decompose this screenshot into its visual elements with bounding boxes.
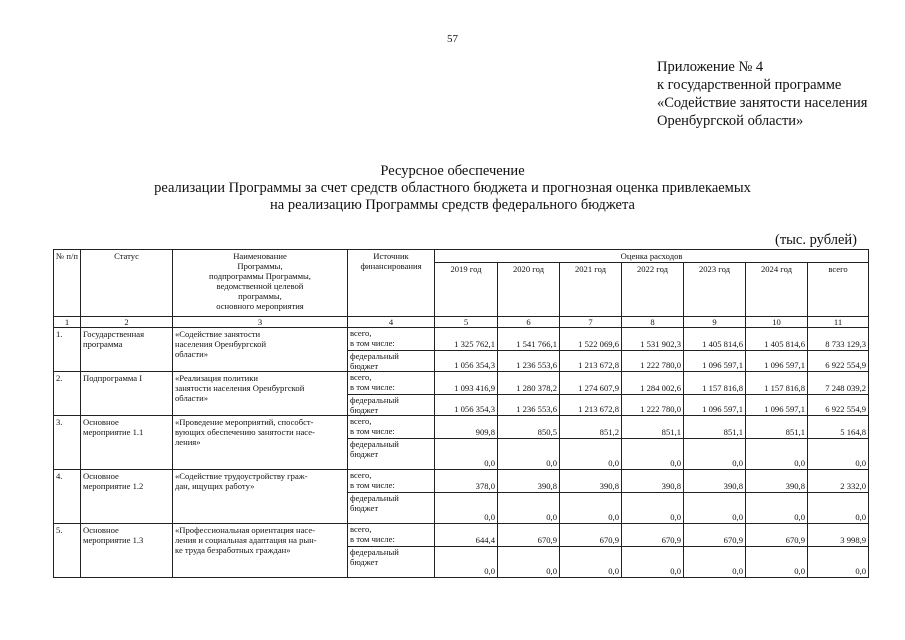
value-federal (498, 493, 560, 524)
value-total (746, 328, 808, 351)
value-total-text: 1 284 002,6 (640, 383, 681, 393)
value-federal (560, 351, 622, 372)
value-total (684, 372, 746, 395)
header-year: 2023 год (684, 263, 746, 317)
appendix-line: Приложение № 4 (657, 59, 764, 75)
value-federal-text: 1 213 672,8 (578, 360, 619, 370)
column-number: 4 (348, 317, 435, 328)
source-federal-line: федеральный (350, 439, 399, 449)
value-total (684, 524, 746, 547)
value-federal-text: 0,0 (732, 566, 743, 576)
value-total (560, 470, 622, 493)
value-total (498, 328, 560, 351)
value-total-text: 390,8 (537, 481, 557, 491)
source-federal-line: бюджет (350, 405, 379, 415)
row-status-line: мероприятие 1.2 (83, 481, 144, 491)
value-federal-text: 0,0 (670, 512, 681, 522)
row-name (173, 470, 348, 524)
value-total-text: 390,8 (723, 481, 743, 491)
title-line: реализации Программы за счет средств областного бюджета и прогнозная оценка привлекаемых (154, 180, 751, 196)
row-name (173, 524, 348, 578)
table-row-total (54, 372, 869, 395)
value-federal (622, 351, 684, 372)
table-row-total (54, 416, 869, 439)
appendix-line: к государственной программе (657, 77, 842, 93)
header-name-line: основного мероприятия (216, 301, 304, 311)
value-federal-text: 1 096 597,1 (702, 404, 743, 414)
value-federal-text: 0,0 (794, 512, 805, 522)
column-number: 3 (173, 317, 348, 328)
value-federal-text: 0,0 (855, 458, 867, 468)
column-number: 11 (808, 317, 869, 328)
value-federal (560, 547, 622, 578)
source-federal-line: бюджет (350, 503, 379, 513)
value-total-text: 851,1 (723, 427, 743, 437)
value-federal (622, 395, 684, 416)
header-status: Статус (81, 250, 173, 317)
value-total-text: 1 522 069,6 (578, 339, 619, 349)
value-federal (435, 395, 498, 416)
source-total-line: в том числе: (350, 480, 395, 490)
value-federal (684, 493, 746, 524)
table-row-total (54, 328, 869, 351)
value-total (684, 470, 746, 493)
value-total (435, 372, 498, 395)
appendix-caption (657, 58, 867, 130)
row-status (81, 328, 173, 372)
value-federal (684, 439, 746, 470)
value-total (808, 372, 869, 395)
value-federal (684, 395, 746, 416)
source-total-line: в том числе: (350, 534, 395, 544)
source-federal-line: федеральный (350, 547, 399, 557)
source-total-line: в том числе: (350, 338, 395, 348)
row-name (173, 416, 348, 470)
row-status-line: Подпрограмма I (83, 373, 143, 383)
source-total (348, 470, 435, 493)
value-total (622, 328, 684, 351)
source-federal-line: бюджет (350, 557, 379, 567)
value-total (498, 416, 560, 439)
value-federal-text: 0,0 (484, 458, 495, 468)
title-line: на реализацию Программы средств федерального бюджета (270, 197, 635, 213)
row-name (173, 372, 348, 416)
source-federal (348, 547, 435, 578)
column-number: 8 (622, 317, 684, 328)
header-year: 2021 год (560, 263, 622, 317)
column-number: 1 (54, 317, 81, 328)
header-estimate: Оценка расходов (435, 250, 869, 263)
value-total-text: 3 998,9 (840, 535, 867, 545)
value-federal (435, 439, 498, 470)
value-federal (498, 547, 560, 578)
value-total-text: 1 157 816,8 (702, 383, 743, 393)
value-federal-text: 0,0 (855, 566, 867, 576)
value-federal-text: 1 096 597,1 (764, 360, 805, 370)
value-federal (746, 351, 808, 372)
value-federal-text: 1 236 553,6 (516, 404, 557, 414)
value-federal-text: 0,0 (546, 512, 557, 522)
value-total (808, 416, 869, 439)
header-year: 2022 год (622, 263, 684, 317)
value-federal (808, 493, 869, 524)
value-total-text: 1 405 814,6 (764, 339, 805, 349)
source-total (348, 328, 435, 351)
row-name-line: ке труда безработных граждан» (175, 545, 291, 555)
header-total: всего (808, 263, 869, 317)
document-title (0, 163, 905, 214)
value-federal-text: 0,0 (732, 512, 743, 522)
value-federal (746, 547, 808, 578)
value-total-text: 1 157 816,8 (764, 383, 805, 393)
value-federal-text: 0,0 (670, 566, 681, 576)
source-total-line: всего, (350, 416, 372, 426)
row-status (81, 470, 173, 524)
value-total (808, 524, 869, 547)
title-line: Ресурсное обеспечение (380, 163, 525, 179)
value-federal-text: 0,0 (608, 566, 619, 576)
row-name-line: ления» (175, 437, 201, 447)
value-federal-text: 1 096 597,1 (702, 360, 743, 370)
value-total-text: 1 405 814,6 (702, 339, 743, 349)
header-year: 2024 год (746, 263, 808, 317)
header-year: 2019 год (435, 263, 498, 317)
row-name-line: населения Оренбургской (175, 339, 267, 349)
row-status-line: Основное (83, 525, 119, 535)
column-numbers-row (54, 317, 869, 328)
value-total (435, 416, 498, 439)
value-total (622, 524, 684, 547)
value-total (498, 470, 560, 493)
row-name (173, 328, 348, 372)
source-total-line: в том числе: (350, 426, 395, 436)
value-total-text: 909,8 (475, 427, 495, 437)
row-name-line: «Реализация политики (175, 373, 258, 383)
column-number: 7 (560, 317, 622, 328)
source-total-line: всего, (350, 328, 372, 338)
page-number: 57 (447, 33, 458, 45)
value-total (560, 372, 622, 395)
value-total (560, 416, 622, 439)
value-federal-text: 0,0 (546, 566, 557, 576)
value-federal (808, 439, 869, 470)
value-federal-text: 1 222 780,0 (640, 360, 681, 370)
source-total (348, 524, 435, 547)
value-total (560, 524, 622, 547)
value-federal-text: 6 922 554,9 (825, 404, 867, 414)
appendix-line: «Содействие занятости населения (657, 95, 868, 111)
value-total-text: 851,2 (599, 427, 619, 437)
value-total (746, 470, 808, 493)
value-federal (684, 547, 746, 578)
value-total (746, 416, 808, 439)
row-number: 2. (54, 372, 81, 416)
column-number: 9 (684, 317, 746, 328)
value-federal-text: 6 922 554,9 (825, 360, 867, 370)
column-number: 6 (498, 317, 560, 328)
value-federal-text: 0,0 (546, 458, 557, 468)
value-federal (435, 493, 498, 524)
value-federal (560, 439, 622, 470)
value-federal (808, 395, 869, 416)
value-federal (622, 547, 684, 578)
value-total-text: 644,4 (475, 535, 495, 545)
value-federal-text: 0,0 (732, 458, 743, 468)
value-total-text: 390,8 (785, 481, 805, 491)
row-name-line: «Содействие занятости (175, 329, 261, 339)
value-total (684, 328, 746, 351)
value-total (808, 470, 869, 493)
header-name-line: Программы, (237, 261, 283, 271)
value-federal-text: 1 056 354,3 (454, 360, 495, 370)
row-name-line: «Содействие трудоустройству граж- (175, 471, 308, 481)
table-row-total (54, 470, 869, 493)
row-name-line: ления и социальная адаптация на рын- (175, 535, 317, 545)
header-year: 2020 год (498, 263, 560, 317)
source-federal-line: федеральный (350, 493, 399, 503)
table-row-total (54, 524, 869, 547)
header-name-line: подпрограммы Программы, (209, 271, 311, 281)
value-federal (498, 439, 560, 470)
value-total (808, 328, 869, 351)
value-total-text: 1 325 762,1 (454, 339, 495, 349)
value-total-text: 1 280 378,2 (516, 383, 557, 393)
appendix-line: Оренбургской области» (657, 113, 804, 129)
row-name-line: «Профессиональная ориентация насе- (175, 525, 316, 535)
row-status-line: Основное (83, 417, 119, 427)
source-total-line: всего, (350, 372, 372, 382)
value-total (622, 372, 684, 395)
source-total (348, 372, 435, 395)
value-federal-text: 1 096 597,1 (764, 404, 805, 414)
value-federal-text: 0,0 (794, 566, 805, 576)
row-status-line: программа (83, 339, 123, 349)
value-total-text: 1 541 766,1 (516, 339, 557, 349)
header-name-line: программы, (238, 291, 282, 301)
row-name-line: области» (175, 349, 209, 359)
value-total-text: 670,9 (723, 535, 743, 545)
value-total (435, 328, 498, 351)
value-total (684, 416, 746, 439)
source-federal-line: бюджет (350, 361, 379, 371)
value-total-text: 850,5 (537, 427, 557, 437)
value-federal-text: 0,0 (608, 512, 619, 522)
value-federal (435, 547, 498, 578)
header-name-line: ведомственной целевой (216, 281, 304, 291)
row-status-line: Государственная (83, 329, 145, 339)
value-federal-text: 0,0 (484, 566, 495, 576)
header-source-line: Источник (373, 251, 409, 261)
row-status-line: мероприятие 1.3 (83, 535, 144, 545)
header-source (348, 250, 435, 317)
source-federal (348, 351, 435, 372)
header-name-line: Наименование (233, 251, 287, 261)
value-federal (746, 395, 808, 416)
row-status (81, 372, 173, 416)
row-status-line: Основное (83, 471, 119, 481)
source-federal (348, 395, 435, 416)
value-total-text: 670,9 (661, 535, 681, 545)
value-federal-text: 0,0 (794, 458, 805, 468)
source-federal-line: федеральный (350, 351, 399, 361)
row-number: 4. (54, 470, 81, 524)
row-name-line: вующих обеспечению занятости насе- (175, 427, 315, 437)
value-federal-text: 0,0 (670, 458, 681, 468)
row-number: 1. (54, 328, 81, 372)
value-federal-text: 0,0 (608, 458, 619, 468)
value-total-text: 390,8 (599, 481, 619, 491)
value-federal (498, 351, 560, 372)
value-total (498, 372, 560, 395)
column-number: 2 (81, 317, 173, 328)
row-name-line: области» (175, 393, 209, 403)
value-federal (746, 439, 808, 470)
value-total (560, 328, 622, 351)
value-total (498, 524, 560, 547)
value-federal-text: 1 236 553,6 (516, 360, 557, 370)
row-status-line: мероприятие 1.1 (83, 427, 144, 437)
value-federal-text: 0,0 (855, 512, 867, 522)
value-total-text: 2 332,0 (840, 481, 867, 491)
value-federal (560, 493, 622, 524)
value-federal (746, 493, 808, 524)
header-source-line: финансирования (360, 261, 422, 271)
value-total-text: 7 248 039,2 (825, 383, 867, 393)
value-total-text: 5 164,8 (840, 427, 867, 437)
source-total (348, 416, 435, 439)
units-label: (тыс. рублей) (775, 232, 857, 248)
value-total-text: 670,9 (785, 535, 805, 545)
resource-table (53, 249, 869, 578)
value-total (622, 470, 684, 493)
row-status (81, 524, 173, 578)
value-federal (808, 547, 869, 578)
value-total (435, 524, 498, 547)
value-federal-text: 1 213 672,8 (578, 404, 619, 414)
value-federal (808, 351, 869, 372)
column-number: 10 (746, 317, 808, 328)
value-total-text: 8 733 129,3 (825, 339, 867, 349)
value-total (746, 372, 808, 395)
value-federal (435, 351, 498, 372)
source-federal-line: федеральный (350, 395, 399, 405)
value-federal (498, 395, 560, 416)
row-number: 5. (54, 524, 81, 578)
value-federal-text: 0,0 (484, 512, 495, 522)
value-total-text: 390,8 (661, 481, 681, 491)
row-status (81, 416, 173, 470)
value-federal-text: 1 056 354,3 (454, 404, 495, 414)
source-total-line: всего, (350, 470, 372, 480)
value-total-text: 851,1 (785, 427, 805, 437)
source-total-line: всего, (350, 524, 372, 534)
value-total-text: 670,9 (599, 535, 619, 545)
row-number: 3. (54, 416, 81, 470)
row-name-line: дан, ищущих работу» (175, 481, 255, 491)
source-federal (348, 439, 435, 470)
column-number: 5 (435, 317, 498, 328)
value-total (746, 524, 808, 547)
value-total (435, 470, 498, 493)
value-total (622, 416, 684, 439)
value-federal (622, 439, 684, 470)
source-federal (348, 493, 435, 524)
value-federal (560, 395, 622, 416)
value-federal-text: 1 222 780,0 (640, 404, 681, 414)
value-total-text: 1 531 902,3 (640, 339, 681, 349)
value-federal (684, 351, 746, 372)
value-total-text: 851,1 (661, 427, 681, 437)
row-name-line: «Проведение мероприятий, способст- (175, 417, 314, 427)
source-federal-line: бюджет (350, 449, 379, 459)
source-total-line: в том числе: (350, 382, 395, 392)
value-total-text: 1 274 607,9 (578, 383, 619, 393)
value-total-text: 378,0 (475, 481, 495, 491)
value-federal (622, 493, 684, 524)
value-total-text: 1 093 416,9 (454, 383, 495, 393)
header-name (173, 250, 348, 317)
row-name-line: занятости населения Оренбургской (175, 383, 305, 393)
header-num: № п/п (54, 250, 81, 317)
value-total-text: 670,9 (537, 535, 557, 545)
